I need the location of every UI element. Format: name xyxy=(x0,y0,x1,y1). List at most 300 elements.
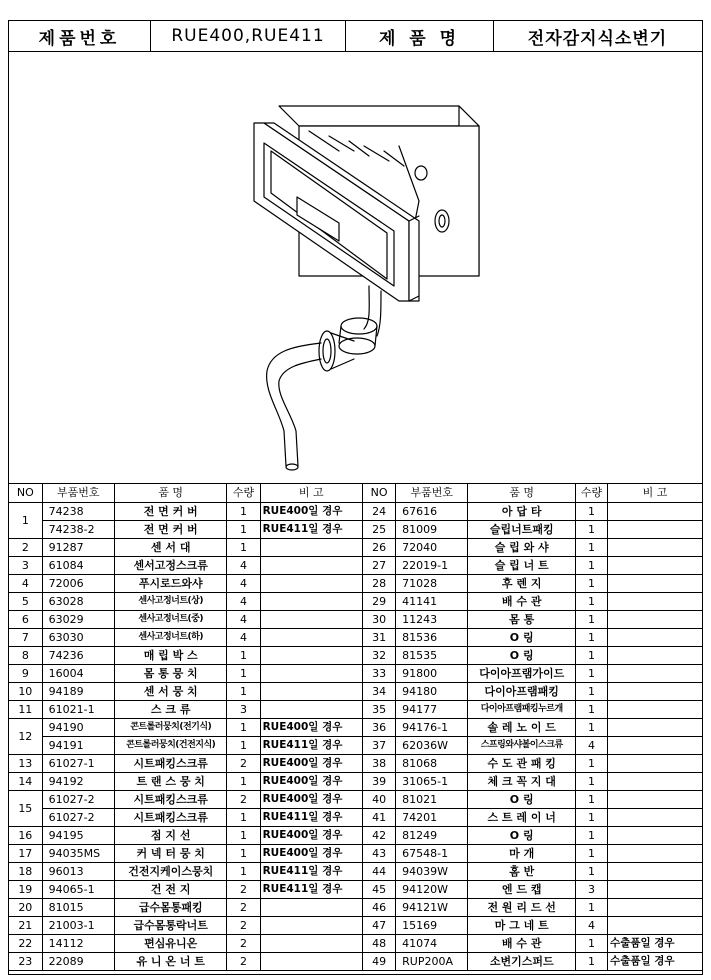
part-qty: 1 xyxy=(575,700,607,718)
part-no-index: 5 xyxy=(9,592,42,610)
part-number: 81249 xyxy=(396,826,468,844)
part-qty: 4 xyxy=(227,628,260,646)
part-qty: 4 xyxy=(575,736,607,754)
part-qty: 1 xyxy=(227,664,260,682)
part-note: RUE400일 경우 xyxy=(260,754,362,772)
table-row xyxy=(9,538,702,556)
table-row xyxy=(9,772,702,790)
part-number: 96013 xyxy=(42,862,114,880)
part-number: 94191 xyxy=(42,736,114,754)
table-row xyxy=(9,844,702,862)
part-name: 전 원 리 드 선 xyxy=(468,898,575,916)
part-name: 센사고정너트(하) xyxy=(114,628,226,646)
part-qty: 1 xyxy=(227,772,260,790)
part-note: RUE400일 경우 xyxy=(260,502,362,520)
part-number: 63029 xyxy=(42,610,114,628)
part-number: 94177 xyxy=(396,700,468,718)
parts-table xyxy=(9,484,702,971)
part-name: 센 서 뭉 치 xyxy=(114,682,226,700)
part-note xyxy=(608,664,702,682)
part-name: 센사고정너트(중) xyxy=(114,610,226,628)
part-number: 61027-2 xyxy=(42,808,114,826)
part-name: 급수몸통락너트 xyxy=(114,916,226,934)
part-number: 94035MS xyxy=(42,844,114,862)
part-name: 슬 립 와 샤 xyxy=(468,538,575,556)
part-no-index: 31 xyxy=(363,628,396,646)
part-note xyxy=(260,700,362,718)
part-qty: 1 xyxy=(575,628,607,646)
part-number: 94039W xyxy=(396,862,468,880)
header-name: 품 명 xyxy=(114,484,226,502)
part-number: 63028 xyxy=(42,592,114,610)
part-qty: 2 xyxy=(227,916,260,934)
part-number: 41074 xyxy=(396,934,468,952)
part-name: 전 면 커 버 xyxy=(114,502,226,520)
part-note: 수출품일 경우 xyxy=(608,952,702,970)
part-name: 푸시로드와샤 xyxy=(114,574,226,592)
part-no-index: 38 xyxy=(363,754,396,772)
part-number: 94176-1 xyxy=(396,718,468,736)
part-qty: 2 xyxy=(227,934,260,952)
part-qty: 1 xyxy=(227,736,260,754)
part-note xyxy=(608,646,702,664)
part-name: 점 지 선 xyxy=(114,826,226,844)
header-part-no: 부품번호 xyxy=(42,484,114,502)
part-no-index: 21 xyxy=(9,916,42,934)
part-number: 41141 xyxy=(396,592,468,610)
part-name: 전 면 커 버 xyxy=(114,520,226,538)
part-qty: 1 xyxy=(575,682,607,700)
part-name: O 링 xyxy=(468,790,575,808)
part-qty: 4 xyxy=(227,574,260,592)
part-name: 배 수 관 xyxy=(468,592,575,610)
table-row xyxy=(9,700,702,718)
table-row xyxy=(9,736,702,754)
product-name-value: 전자감지식소변기 xyxy=(527,28,668,49)
part-qty: 1 xyxy=(575,592,607,610)
header-name: 품 명 xyxy=(468,484,575,502)
part-name: O 링 xyxy=(468,826,575,844)
table-row xyxy=(9,646,702,664)
part-qty: 1 xyxy=(575,898,607,916)
part-qty: 2 xyxy=(227,952,260,970)
part-no-index: 11 xyxy=(9,700,42,718)
part-number: 94190 xyxy=(42,718,114,736)
part-no-index: 17 xyxy=(9,844,42,862)
part-qty: 1 xyxy=(575,826,607,844)
part-qty: 1 xyxy=(575,952,607,970)
part-no-index: 37 xyxy=(363,736,396,754)
part-qty: 1 xyxy=(575,556,607,574)
part-name: 건 전 지 xyxy=(114,880,226,898)
part-number: 94065-1 xyxy=(42,880,114,898)
part-note xyxy=(608,520,702,538)
part-number: 61027-1 xyxy=(42,754,114,772)
part-name: 체 크 꼭 지 대 xyxy=(468,772,575,790)
part-note xyxy=(260,898,362,916)
part-no-index: 41 xyxy=(363,808,396,826)
part-note: 수출품일 경우 xyxy=(608,934,702,952)
table-row xyxy=(9,574,702,592)
part-no-index: 9 xyxy=(9,664,42,682)
part-note: RUE411일 경우 xyxy=(260,520,362,538)
part-name: 후 렌 지 xyxy=(468,574,575,592)
part-name: 솔 레 노 이 드 xyxy=(468,718,575,736)
parts-sheet xyxy=(8,20,703,975)
part-name: 다이아프램패킹누르개 xyxy=(468,700,575,718)
part-note xyxy=(608,556,702,574)
part-name: 매 립 박 스 xyxy=(114,646,226,664)
part-name: 스 트 레 이 너 xyxy=(468,808,575,826)
table-row xyxy=(9,520,702,538)
part-qty: 1 xyxy=(227,826,260,844)
table-row xyxy=(9,826,702,844)
part-name: 유 니 온 너 트 xyxy=(114,952,226,970)
part-name: 소변기스퍼드 xyxy=(468,952,575,970)
part-number: 94180 xyxy=(396,682,468,700)
part-note: RUE411일 경우 xyxy=(260,736,362,754)
part-number: 81021 xyxy=(396,790,468,808)
part-qty: 2 xyxy=(227,754,260,772)
part-no-index: 7 xyxy=(9,628,42,646)
part-qty: 1 xyxy=(227,718,260,736)
part-name: 마 개 xyxy=(468,844,575,862)
part-number: 14112 xyxy=(42,934,114,952)
part-number: 81015 xyxy=(42,898,114,916)
part-number: 81536 xyxy=(396,628,468,646)
part-note xyxy=(608,700,702,718)
table-row xyxy=(9,718,702,736)
part-note: RUE411일 경우 xyxy=(260,862,362,880)
part-note xyxy=(608,880,702,898)
part-no-index: 16 xyxy=(9,826,42,844)
part-note xyxy=(608,826,702,844)
part-no-index: 42 xyxy=(363,826,396,844)
part-no-index: 49 xyxy=(363,952,396,970)
part-note xyxy=(608,502,702,520)
part-number: 16004 xyxy=(42,664,114,682)
table-row xyxy=(9,862,702,880)
part-no-index: 34 xyxy=(363,682,396,700)
part-name: 다이아프램패킹 xyxy=(468,682,575,700)
part-qty: 4 xyxy=(227,610,260,628)
part-number: 81535 xyxy=(396,646,468,664)
part-number: 74238 xyxy=(42,502,114,520)
part-number: 22019-1 xyxy=(396,556,468,574)
part-name: 커 넥 터 뭉 치 xyxy=(114,844,226,862)
part-number: 81009 xyxy=(396,520,468,538)
part-no-index: 39 xyxy=(363,772,396,790)
part-no-index: 4 xyxy=(9,574,42,592)
product-name-label: 제 품 명 xyxy=(346,21,494,51)
part-qty: 1 xyxy=(575,664,607,682)
part-name: 시트패킹스크류 xyxy=(114,808,226,826)
part-note xyxy=(608,610,702,628)
part-no-index: 32 xyxy=(363,646,396,664)
part-no-index: 36 xyxy=(363,718,396,736)
part-name: 콘트롤러뭉치(전기식) xyxy=(114,718,226,736)
exploded-drawing xyxy=(9,51,702,484)
part-number: 74201 xyxy=(396,808,468,826)
part-name: 슬립너트패킹 xyxy=(468,520,575,538)
part-qty: 2 xyxy=(227,790,260,808)
part-number: 81068 xyxy=(396,754,468,772)
part-no-index: 19 xyxy=(9,880,42,898)
part-note xyxy=(608,592,702,610)
part-qty: 3 xyxy=(575,880,607,898)
part-no-index: 43 xyxy=(363,844,396,862)
part-number: 11243 xyxy=(396,610,468,628)
part-qty: 1 xyxy=(575,790,607,808)
part-name: 급수몸통패킹 xyxy=(114,898,226,916)
part-note xyxy=(260,538,362,556)
product-no-value: RUE400,RUE411 xyxy=(151,21,346,51)
part-note xyxy=(260,934,362,952)
part-qty: 2 xyxy=(227,880,260,898)
part-qty: 1 xyxy=(575,754,607,772)
part-note xyxy=(260,556,362,574)
part-number: 94189 xyxy=(42,682,114,700)
part-number: 72006 xyxy=(42,574,114,592)
part-qty: 1 xyxy=(575,538,607,556)
header-note: 비 고 xyxy=(260,484,362,502)
part-note: RUE400일 경우 xyxy=(260,718,362,736)
part-name: 시트패킹스크류 xyxy=(114,790,226,808)
part-number: 31065-1 xyxy=(396,772,468,790)
part-qty: 2 xyxy=(227,898,260,916)
part-note xyxy=(260,610,362,628)
part-name: 엔 드 캡 xyxy=(468,880,575,898)
part-qty: 4 xyxy=(575,916,607,934)
part-note xyxy=(260,664,362,682)
part-name: 센서고정스크류 xyxy=(114,556,226,574)
part-note xyxy=(608,574,702,592)
part-no-index: 8 xyxy=(9,646,42,664)
part-note: RUE400일 경우 xyxy=(260,826,362,844)
table-row xyxy=(9,754,702,772)
part-number: 71028 xyxy=(396,574,468,592)
part-qty: 1 xyxy=(227,502,260,520)
header-part-no: 부품번호 xyxy=(396,484,468,502)
part-name: 아 답 타 xyxy=(468,502,575,520)
part-name: 스 크 류 xyxy=(114,700,226,718)
part-number: 94121W xyxy=(396,898,468,916)
part-number: 94195 xyxy=(42,826,114,844)
part-no-index: 1 xyxy=(9,502,42,538)
table-row xyxy=(9,502,702,520)
header-note: 비 고 xyxy=(608,484,702,502)
part-name: 시트패킹스크류 xyxy=(114,754,226,772)
part-note xyxy=(608,772,702,790)
part-number: 91287 xyxy=(42,538,114,556)
part-number: 94192 xyxy=(42,772,114,790)
part-no-index: 14 xyxy=(9,772,42,790)
table-row xyxy=(9,880,702,898)
part-no-index: 40 xyxy=(363,790,396,808)
table-row xyxy=(9,898,702,916)
part-name: 스프링와샤볼이스크류 xyxy=(468,736,575,754)
table-row xyxy=(9,934,702,952)
part-no-index: 44 xyxy=(363,862,396,880)
header-qty: 수량 xyxy=(227,484,260,502)
part-name: 센 서 대 xyxy=(114,538,226,556)
part-qty: 1 xyxy=(575,808,607,826)
part-no-index: 46 xyxy=(363,898,396,916)
urinal-flush-valve-drawing xyxy=(9,51,701,483)
part-no-index: 13 xyxy=(9,754,42,772)
part-note: RUE411일 경우 xyxy=(260,880,362,898)
part-number: 63030 xyxy=(42,628,114,646)
part-name: 트 랜 스 뭉 치 xyxy=(114,772,226,790)
part-note xyxy=(260,682,362,700)
title-block xyxy=(9,21,702,52)
part-no-index: 23 xyxy=(9,952,42,970)
part-qty: 1 xyxy=(575,520,607,538)
part-note xyxy=(608,736,702,754)
part-number: 21003-1 xyxy=(42,916,114,934)
part-note xyxy=(260,916,362,934)
part-name: 편심유니온 xyxy=(114,934,226,952)
part-no-index: 47 xyxy=(363,916,396,934)
part-name: O 링 xyxy=(468,628,575,646)
part-qty: 1 xyxy=(575,610,607,628)
part-no-index: 2 xyxy=(9,538,42,556)
part-no-index: 15 xyxy=(9,790,42,826)
part-name: 센사고정너트(상) xyxy=(114,592,226,610)
part-qty: 1 xyxy=(575,502,607,520)
part-qty: 1 xyxy=(575,718,607,736)
part-qty: 1 xyxy=(227,538,260,556)
part-number: RUP200A xyxy=(396,952,468,970)
part-name: 슬 립 너 트 xyxy=(468,556,575,574)
part-qty: 1 xyxy=(575,934,607,952)
part-name: 수 도 관 패 킹 xyxy=(468,754,575,772)
part-no-index: 48 xyxy=(363,934,396,952)
table-header-row xyxy=(9,484,702,502)
table-row xyxy=(9,790,702,808)
part-no-index: 10 xyxy=(9,682,42,700)
part-note xyxy=(608,862,702,880)
header-no: NO xyxy=(363,484,396,502)
part-no-index: 35 xyxy=(363,700,396,718)
part-number: 61021-1 xyxy=(42,700,114,718)
table-row xyxy=(9,592,702,610)
part-qty: 1 xyxy=(575,646,607,664)
part-note xyxy=(608,754,702,772)
table-row xyxy=(9,808,702,826)
part-note xyxy=(608,682,702,700)
part-note xyxy=(608,790,702,808)
part-qty: 1 xyxy=(575,772,607,790)
table-row xyxy=(9,682,702,700)
part-qty: 1 xyxy=(575,844,607,862)
part-note xyxy=(608,808,702,826)
part-no-index: 25 xyxy=(363,520,396,538)
part-note xyxy=(608,718,702,736)
part-name: O 링 xyxy=(468,646,575,664)
part-no-index: 22 xyxy=(9,934,42,952)
part-note xyxy=(260,574,362,592)
part-number: 22089 xyxy=(42,952,114,970)
part-number: 72040 xyxy=(396,538,468,556)
part-no-index: 24 xyxy=(363,502,396,520)
part-qty: 3 xyxy=(227,700,260,718)
part-number: 91800 xyxy=(396,664,468,682)
part-no-index: 6 xyxy=(9,610,42,628)
part-qty: 4 xyxy=(227,556,260,574)
part-note xyxy=(608,538,702,556)
part-name: 다이아프램가이드 xyxy=(468,664,575,682)
part-qty: 4 xyxy=(227,592,260,610)
part-number: 67616 xyxy=(396,502,468,520)
part-number: 15169 xyxy=(396,916,468,934)
part-qty: 1 xyxy=(227,862,260,880)
part-number: 61027-2 xyxy=(42,790,114,808)
table-row xyxy=(9,952,702,970)
part-name: 몸 통 xyxy=(468,610,575,628)
part-note xyxy=(260,952,362,970)
part-qty: 1 xyxy=(227,682,260,700)
part-name: 건전지케이스뭉치 xyxy=(114,862,226,880)
part-name: 몸 통 뭉 치 xyxy=(114,664,226,682)
part-note: RUE400일 경우 xyxy=(260,772,362,790)
table-row xyxy=(9,556,702,574)
table-row xyxy=(9,610,702,628)
part-number: 74236 xyxy=(42,646,114,664)
part-note xyxy=(608,898,702,916)
table-row xyxy=(9,916,702,934)
part-name: 홈 반 xyxy=(468,862,575,880)
part-no-index: 18 xyxy=(9,862,42,880)
part-name: 배 수 관 xyxy=(468,934,575,952)
part-no-index: 45 xyxy=(363,880,396,898)
part-note xyxy=(260,592,362,610)
part-no-index: 28 xyxy=(363,574,396,592)
part-qty: 1 xyxy=(227,808,260,826)
table-row xyxy=(9,664,702,682)
header-no: NO xyxy=(9,484,42,502)
part-no-index: 3 xyxy=(9,556,42,574)
part-name: 콘트롤러뭉치(건전지식) xyxy=(114,736,226,754)
part-number: 61084 xyxy=(42,556,114,574)
part-no-index: 26 xyxy=(363,538,396,556)
table-row xyxy=(9,628,702,646)
part-note xyxy=(608,916,702,934)
part-no-index: 30 xyxy=(363,610,396,628)
part-number: 74238-2 xyxy=(42,520,114,538)
part-no-index: 33 xyxy=(363,664,396,682)
header-qty: 수량 xyxy=(575,484,607,502)
part-note: RUE411일 경우 xyxy=(260,808,362,826)
part-note xyxy=(608,844,702,862)
part-qty: 1 xyxy=(575,862,607,880)
part-note xyxy=(608,628,702,646)
part-no-index: 12 xyxy=(9,718,42,754)
part-qty: 1 xyxy=(575,574,607,592)
product-no-label: 제품번호 xyxy=(9,21,151,51)
part-note: RUE400일 경우 xyxy=(260,790,362,808)
part-number: 62036W xyxy=(396,736,468,754)
part-note xyxy=(260,628,362,646)
part-qty: 1 xyxy=(227,646,260,664)
part-no-index: 29 xyxy=(363,592,396,610)
part-name: 마 그 네 트 xyxy=(468,916,575,934)
part-qty: 1 xyxy=(227,520,260,538)
part-number: 94120W xyxy=(396,880,468,898)
part-no-index: 27 xyxy=(363,556,396,574)
part-number: 67548-1 xyxy=(396,844,468,862)
part-no-index: 20 xyxy=(9,898,42,916)
